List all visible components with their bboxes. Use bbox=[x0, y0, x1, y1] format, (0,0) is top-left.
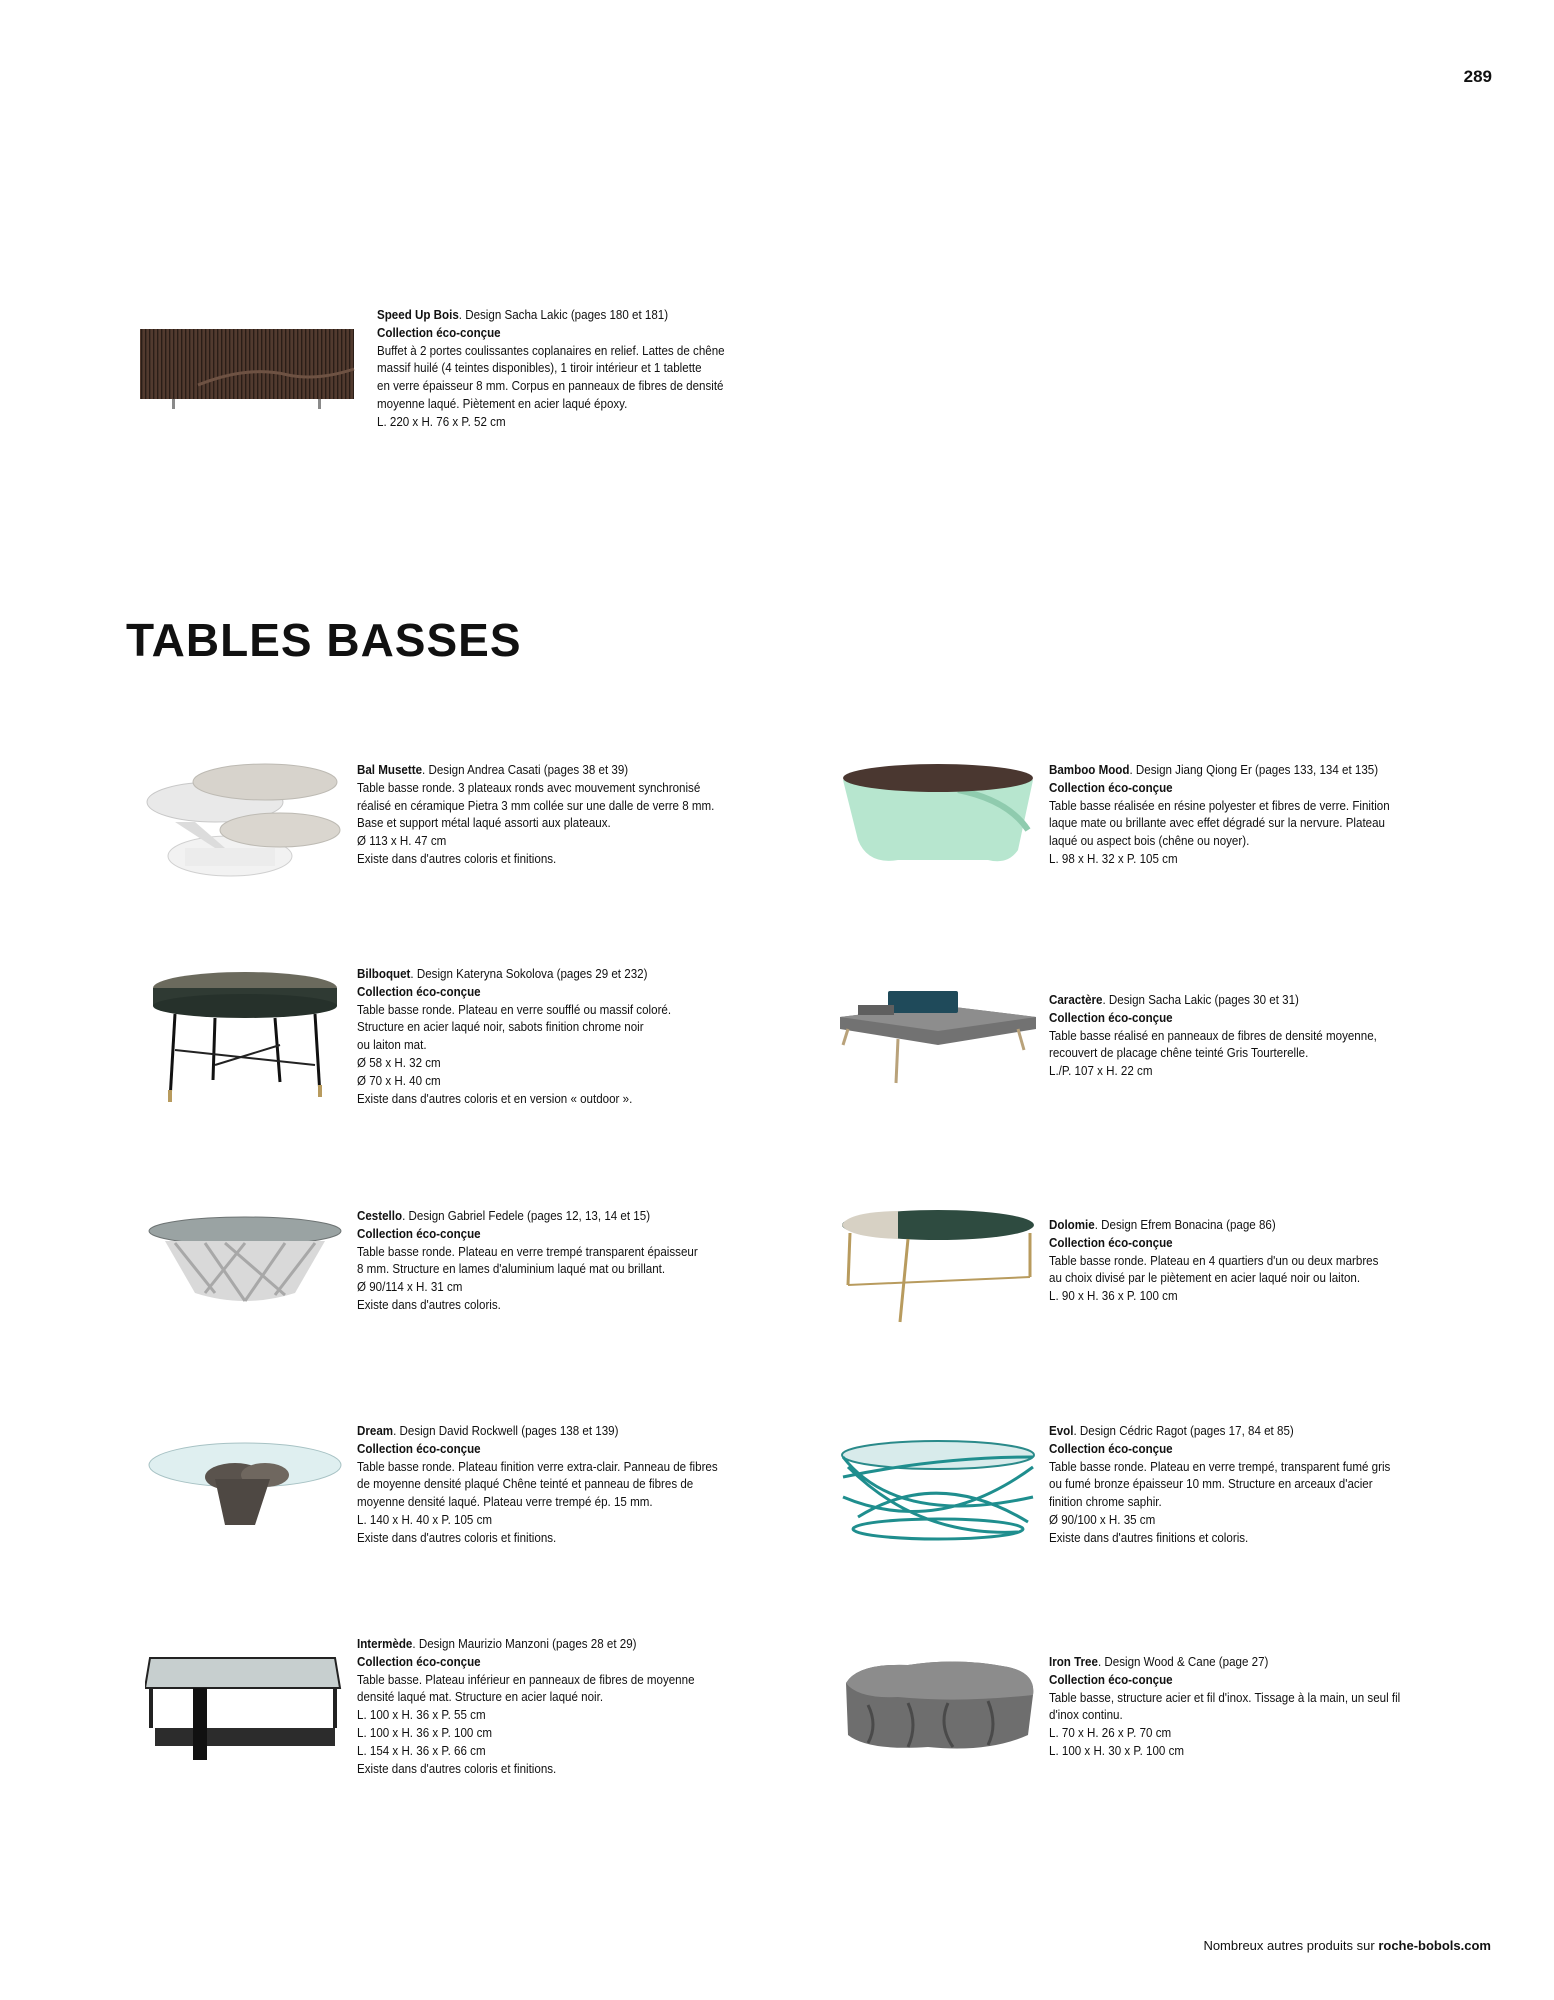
product-line: Base et support métal laqué assorti aux plateaux. bbox=[357, 816, 611, 831]
product-line: Table basse réalisé en panneaux de fibres de densité moyenne, bbox=[1049, 1028, 1377, 1043]
product-design: . Design Sacha Lakic (pages 180 et 181) bbox=[458, 308, 669, 322]
product-line: Existe dans d'autres coloris et finitions. bbox=[357, 851, 557, 866]
product-line: L./P. 107 x H. 22 cm bbox=[1049, 1064, 1153, 1079]
product-line: Table basse ronde. Plateau en verre trempé transparent épaisseur bbox=[357, 1244, 698, 1259]
product-line: recouvert de placage chêne teinté Gris Tourterelle. bbox=[1049, 1046, 1309, 1061]
product-line: Table basse ronde. Plateau en verre soufflé ou massif coloré. bbox=[357, 1002, 672, 1017]
product-line: d'inox continu. bbox=[1049, 1708, 1123, 1723]
dream-image bbox=[145, 1437, 345, 1537]
product-line: L. 70 x H. 26 x P. 70 cm bbox=[1049, 1726, 1172, 1741]
product-name: Evol bbox=[1049, 1424, 1074, 1438]
product-bal-musette bbox=[357, 762, 714, 869]
product-line: Structure en acier laqué noir, sabots finition chrome noir bbox=[357, 1020, 644, 1035]
product-line: L. 100 x H. 36 x P. 100 cm bbox=[357, 1725, 493, 1740]
product-line: L. 90 x H. 36 x P. 100 cm bbox=[1049, 1289, 1178, 1304]
product-line: Ø 58 x H. 32 cm bbox=[357, 1055, 441, 1070]
product-line: de moyenne densité plaqué Chêne teinté et panneau de fibres de bbox=[357, 1477, 694, 1492]
product-line: Existe dans d'autres coloris et finitions. bbox=[357, 1761, 557, 1776]
product-iron-tree bbox=[1049, 1654, 1400, 1761]
product-line: Ø 70 x H. 40 cm bbox=[357, 1073, 441, 1088]
product-line: Ø 113 x H. 47 cm bbox=[357, 834, 447, 849]
product-design: . Design Andrea Casati (pages 38 et 39) bbox=[422, 763, 629, 777]
product-eco: Collection éco-conçue bbox=[357, 1441, 481, 1456]
product-name: Bamboo Mood bbox=[1049, 763, 1130, 777]
product-line: moyenne laqué. Piètement en acier laqué époxy. bbox=[377, 396, 628, 411]
intermede-image bbox=[145, 1648, 345, 1768]
product-line: Existe dans d'autres coloris. bbox=[357, 1297, 501, 1312]
product-design: . Design Cédric Ragot (pages 17, 84 et 85) bbox=[1073, 1424, 1294, 1438]
footer bbox=[1203, 1938, 1491, 1953]
product-design: . Design Jiang Qiong Er (pages 133, 134 et 135) bbox=[1129, 763, 1379, 777]
product-eco: Collection éco-conçue bbox=[357, 1226, 481, 1241]
product-evol bbox=[1049, 1423, 1390, 1548]
bal-musette-image bbox=[145, 752, 345, 882]
product-bilboquet bbox=[357, 966, 671, 1108]
product-line: ou laiton mat. bbox=[357, 1038, 427, 1053]
product-name: Bilboquet bbox=[357, 967, 411, 981]
evol-image bbox=[838, 1437, 1038, 1547]
product-intermede bbox=[357, 1636, 695, 1778]
product-line: moyenne densité laqué. Plateau verre trempé ép. 15 mm. bbox=[357, 1495, 653, 1510]
product-line: laque mate ou brillante avec effet dégradé sur la nervure. Plateau bbox=[1049, 816, 1386, 831]
product-line: L. 154 x H. 36 x P. 66 cm bbox=[357, 1743, 486, 1758]
bamboo-mood-image bbox=[838, 760, 1038, 870]
product-line: Table basse ronde. Plateau en 4 quartiers d'un ou deux marbres bbox=[1049, 1253, 1379, 1268]
bilboquet-image bbox=[145, 970, 345, 1110]
product-line: laqué ou aspect bois (chêne ou noyer). bbox=[1049, 834, 1250, 849]
product-name: Bal Musette bbox=[357, 763, 423, 777]
footer-site-link[interactable]: roche-bobols.com bbox=[1378, 1938, 1491, 1953]
product-name: Cestello bbox=[357, 1209, 403, 1223]
product-line: Table basse ronde. Plateau finition verre extra-clair. Panneau de fibres bbox=[357, 1459, 718, 1474]
product-line: Existe dans d'autres coloris et en version « outdoor ». bbox=[357, 1091, 633, 1106]
iron-tree-image bbox=[838, 1655, 1038, 1755]
product-line: Table basse ronde. 3 plateaux ronds avec mouvement synchronisé bbox=[357, 780, 701, 795]
product-design: . Design Sacha Lakic (pages 30 et 31) bbox=[1102, 993, 1299, 1007]
product-design: . Design Gabriel Fedele (pages 12, 13, 14 et 15) bbox=[402, 1209, 651, 1223]
product-name: Intermède bbox=[357, 1637, 413, 1651]
product-line: 8 mm. Structure en lames d'aluminium laqué mat ou brillant. bbox=[357, 1262, 666, 1277]
product-line: Table basse, structure acier et fil d'inox. Tissage à la main, un seul fil bbox=[1049, 1690, 1401, 1705]
footer-text: Nombreux autres produits sur bbox=[1203, 1938, 1375, 1953]
product-line: Table basse ronde. Plateau en verre trempé, transparent fumé gris bbox=[1049, 1459, 1391, 1474]
product-name: Dream bbox=[357, 1424, 394, 1438]
product-eco: Collection éco-conçue bbox=[357, 1654, 481, 1669]
page-number: 289 bbox=[1463, 67, 1492, 86]
product-name: Caractère bbox=[1049, 993, 1103, 1007]
product-line: Ø 90/114 x H. 31 cm bbox=[357, 1280, 463, 1295]
product-line: Existe dans d'autres finitions et coloris. bbox=[1049, 1530, 1249, 1545]
product-line: Existe dans d'autres coloris et finitions. bbox=[357, 1530, 557, 1545]
product-line: L. 100 x H. 36 x P. 55 cm bbox=[357, 1708, 486, 1723]
product-line: Table basse. Plateau inférieur en panneaux de fibres de moyenne bbox=[357, 1672, 695, 1687]
product-name: Iron Tree bbox=[1049, 1655, 1098, 1669]
product-line: massif huilé (4 teintes disponibles), 1 tiroir intérieur et 1 tablette bbox=[377, 361, 702, 376]
product-cestello bbox=[357, 1208, 698, 1315]
product-line: L. 220 x H. 76 x P. 52 cm bbox=[377, 414, 506, 429]
product-eco: Collection éco-conçue bbox=[1049, 1010, 1173, 1025]
product-design: . Design David Rockwell (pages 138 et 139) bbox=[393, 1424, 619, 1438]
product-line: réalisé en céramique Pietra 3 mm collée sur une dalle de verre 8 mm. bbox=[357, 798, 715, 813]
product-name: Dolomie bbox=[1049, 1218, 1095, 1232]
product-name: Speed Up Bois bbox=[377, 308, 459, 322]
product-line: L. 98 x H. 32 x P. 105 cm bbox=[1049, 851, 1178, 866]
product-line: au choix divisé par le piètement en acier laqué noir ou laiton. bbox=[1049, 1271, 1361, 1286]
product-line: densité laqué mat. Structure en acier laqué noir. bbox=[357, 1690, 604, 1705]
product-line: Table basse réalisée en résine polyester et fibres de verre. Finition bbox=[1049, 798, 1390, 813]
product-eco: Collection éco-conçue bbox=[377, 325, 501, 340]
product-line: Ø 90/100 x H. 35 cm bbox=[1049, 1512, 1156, 1527]
product-line: L. 100 x H. 30 x P. 100 cm bbox=[1049, 1743, 1185, 1758]
product-dolomie bbox=[1049, 1217, 1378, 1306]
product-line: ou fumé bronze épaisseur 10 mm. Structure en arceaux d'acier bbox=[1049, 1477, 1373, 1492]
product-design: . Design Efrem Bonacina (page 86) bbox=[1094, 1218, 1276, 1232]
product-eco: Collection éco-conçue bbox=[1049, 1235, 1173, 1250]
product-bamboo-mood bbox=[1049, 762, 1390, 869]
product-design: . Design Maurizio Manzoni (pages 28 et 29) bbox=[412, 1637, 637, 1651]
caractere-image bbox=[838, 985, 1038, 1095]
product-design: . Design Kateryna Sokolova (pages 29 et 232) bbox=[410, 967, 648, 981]
product-line: L. 140 x H. 40 x P. 105 cm bbox=[357, 1512, 493, 1527]
product-caractere bbox=[1049, 992, 1377, 1081]
product-design: . Design Wood & Cane (page 27) bbox=[1097, 1655, 1269, 1669]
speed-up-bois-image bbox=[138, 325, 358, 411]
product-eco: Collection éco-conçue bbox=[1049, 1672, 1173, 1687]
product-eco: Collection éco-conçue bbox=[1049, 1441, 1173, 1456]
product-line: finition chrome saphir. bbox=[1049, 1495, 1162, 1510]
cestello-image bbox=[145, 1213, 345, 1313]
product-eco: Collection éco-conçue bbox=[1049, 780, 1173, 795]
product-eco: Collection éco-conçue bbox=[357, 984, 481, 999]
dolomie-image bbox=[838, 1207, 1038, 1327]
product-line: Buffet à 2 portes coulissantes coplanaires en relief. Lattes de chêne bbox=[377, 343, 725, 358]
section-title: TABLES BASSES bbox=[126, 614, 522, 666]
product-speed-up-bois bbox=[377, 307, 725, 432]
product-line: en verre épaisseur 8 mm. Corpus en panneaux de fibres de densité bbox=[377, 379, 724, 394]
product-dream bbox=[357, 1423, 718, 1548]
